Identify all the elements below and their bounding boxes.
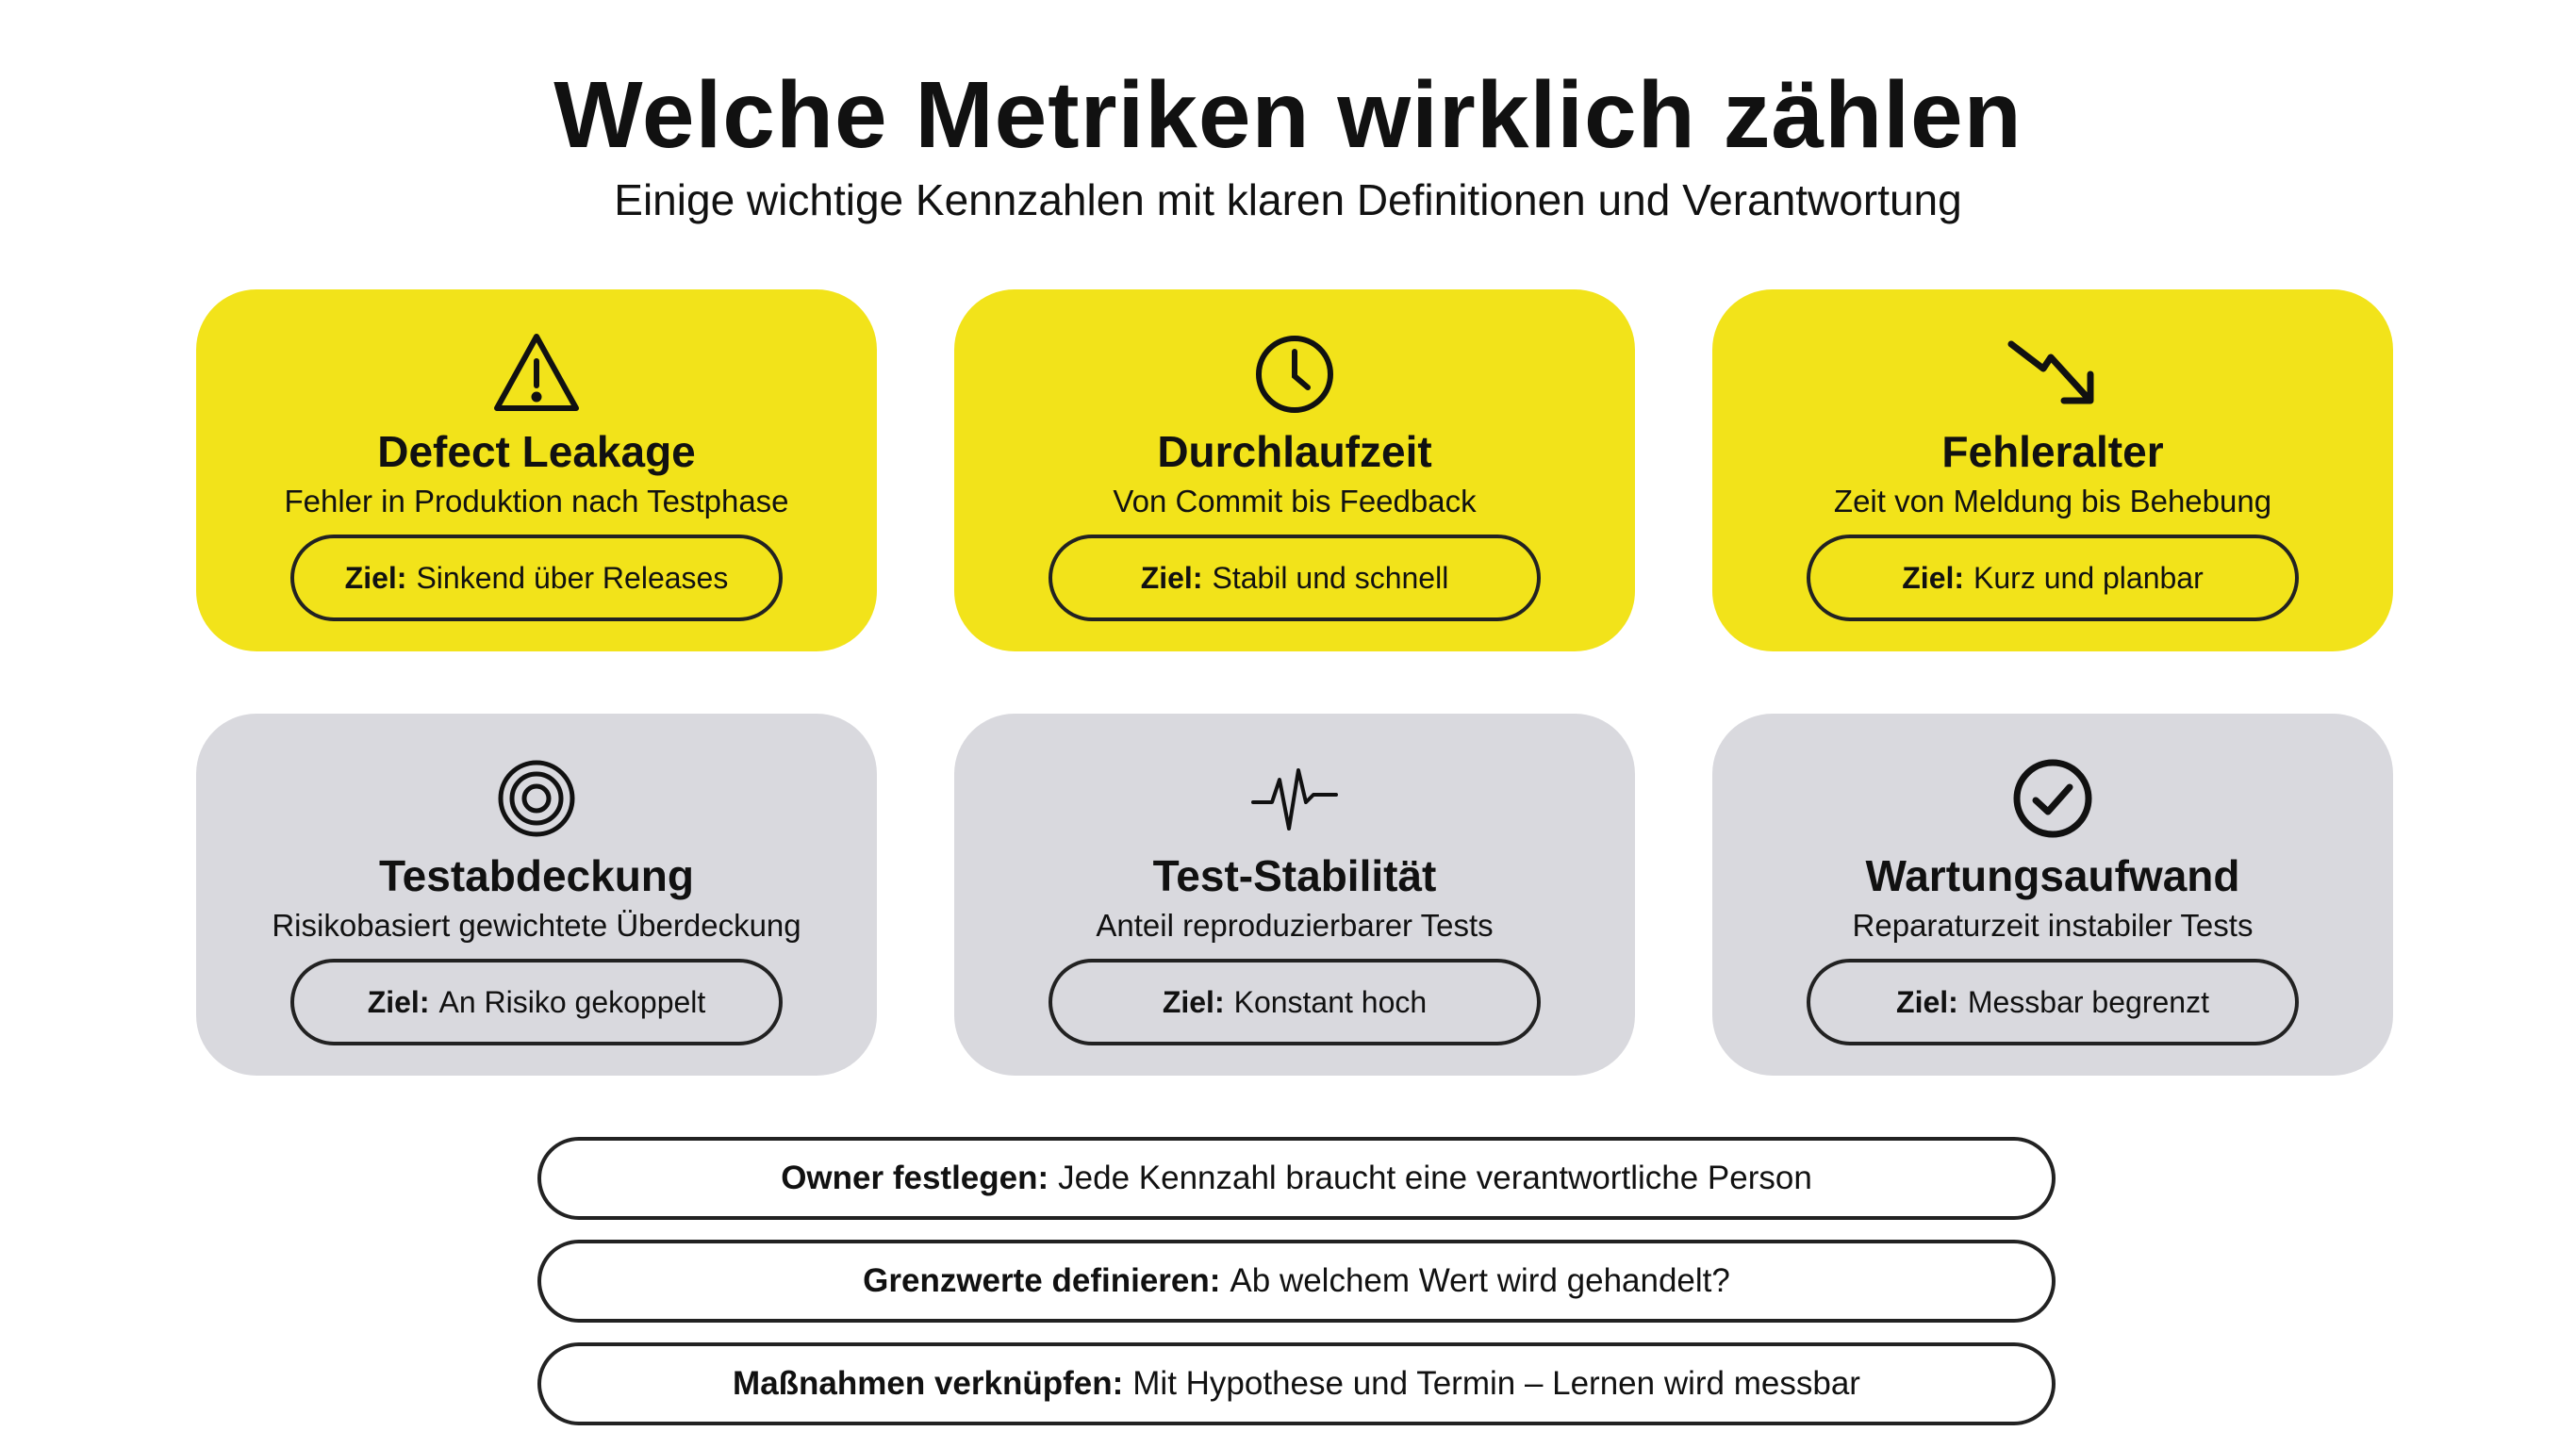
- check-circle-icon: [2006, 751, 2100, 846]
- metric-card-test-stabilitaet: [954, 714, 1635, 1076]
- principle-owner: [537, 1137, 2056, 1220]
- metric-description: Reparaturzeit instabiler Tests: [1852, 908, 2254, 943]
- principle-label: Maßnahmen verknüpfen:: [733, 1365, 1124, 1402]
- goal-prefix: Ziel:: [1162, 984, 1225, 1019]
- principle-text: Ab welchem Wert wird gehandelt?: [1230, 1262, 1730, 1299]
- goal-prefix: Ziel:: [1140, 560, 1203, 595]
- metric-goal: [1049, 959, 1541, 1045]
- metric-goal: [290, 535, 783, 621]
- goal-prefix: Ziel:: [1902, 560, 1965, 595]
- metric-card-defect-leakage: [196, 289, 877, 651]
- goal-prefix: Ziel:: [367, 984, 430, 1019]
- metric-description: Von Commit bis Feedback: [1113, 484, 1477, 518]
- page-subtitle: Einige wichtige Kennzahlen mit klaren Definitionen und Verantwortung: [614, 175, 1962, 224]
- warning-icon: [489, 327, 584, 421]
- target-icon: [489, 751, 584, 846]
- metric-card-wartungsaufwand: [1712, 714, 2393, 1076]
- metric-description: Anteil reproduzierbarer Tests: [1096, 908, 1494, 943]
- metric-title: Test-Stabilität: [1152, 851, 1437, 900]
- clock-icon: [1247, 327, 1342, 421]
- principle-text: Mit Hypothese und Termin – Lernen wird messbar: [1132, 1365, 1860, 1402]
- principle-text: Jede Kennzahl braucht eine verantwortliche Person: [1058, 1160, 1812, 1196]
- metric-card-testabdeckung: [196, 714, 877, 1076]
- metric-card-durchlaufzeit: [954, 289, 1635, 651]
- goal-text: Kurz und planbar: [1973, 560, 2204, 595]
- principle-label: Owner festlegen:: [781, 1160, 1049, 1196]
- metric-description: Zeit von Meldung bis Behebung: [1833, 484, 2272, 518]
- pulse-icon: [1247, 751, 1342, 846]
- goal-text: Stabil und schnell: [1212, 560, 1449, 595]
- metric-title: Wartungsaufwand: [1865, 851, 2240, 900]
- metric-title: Defect Leakage: [377, 427, 696, 476]
- metric-title: Fehleralter: [1941, 427, 2164, 476]
- goal-text: Sinkend über Releases: [416, 560, 729, 595]
- metric-title: Durchlaufzeit: [1157, 427, 1432, 476]
- metric-goal: [1807, 959, 2299, 1045]
- metric-description: Fehler in Produktion nach Testphase: [284, 484, 789, 518]
- trend-down-icon: [2006, 327, 2100, 421]
- metric-description: Risikobasiert gewichtete Überdeckung: [272, 908, 801, 943]
- metric-card-fehleralter: [1712, 289, 2393, 651]
- principle-thresholds: [537, 1240, 2056, 1323]
- page-title: Welche Metriken wirklich zählen: [553, 62, 2023, 168]
- metric-goal: [1807, 535, 2299, 621]
- metric-title: Testabdeckung: [379, 851, 694, 900]
- goal-prefix: Ziel:: [1896, 984, 1958, 1019]
- metric-goal: [290, 959, 783, 1045]
- metric-goal: [1049, 535, 1541, 621]
- goal-text: An Risiko gekoppelt: [438, 984, 706, 1019]
- goal-text: Konstant hoch: [1233, 984, 1428, 1019]
- goal-text: Messbar begrenzt: [1967, 984, 2209, 1019]
- goal-prefix: Ziel:: [344, 560, 407, 595]
- principle-actions: [537, 1342, 2056, 1425]
- principle-label: Grenzwerte definieren:: [863, 1262, 1221, 1299]
